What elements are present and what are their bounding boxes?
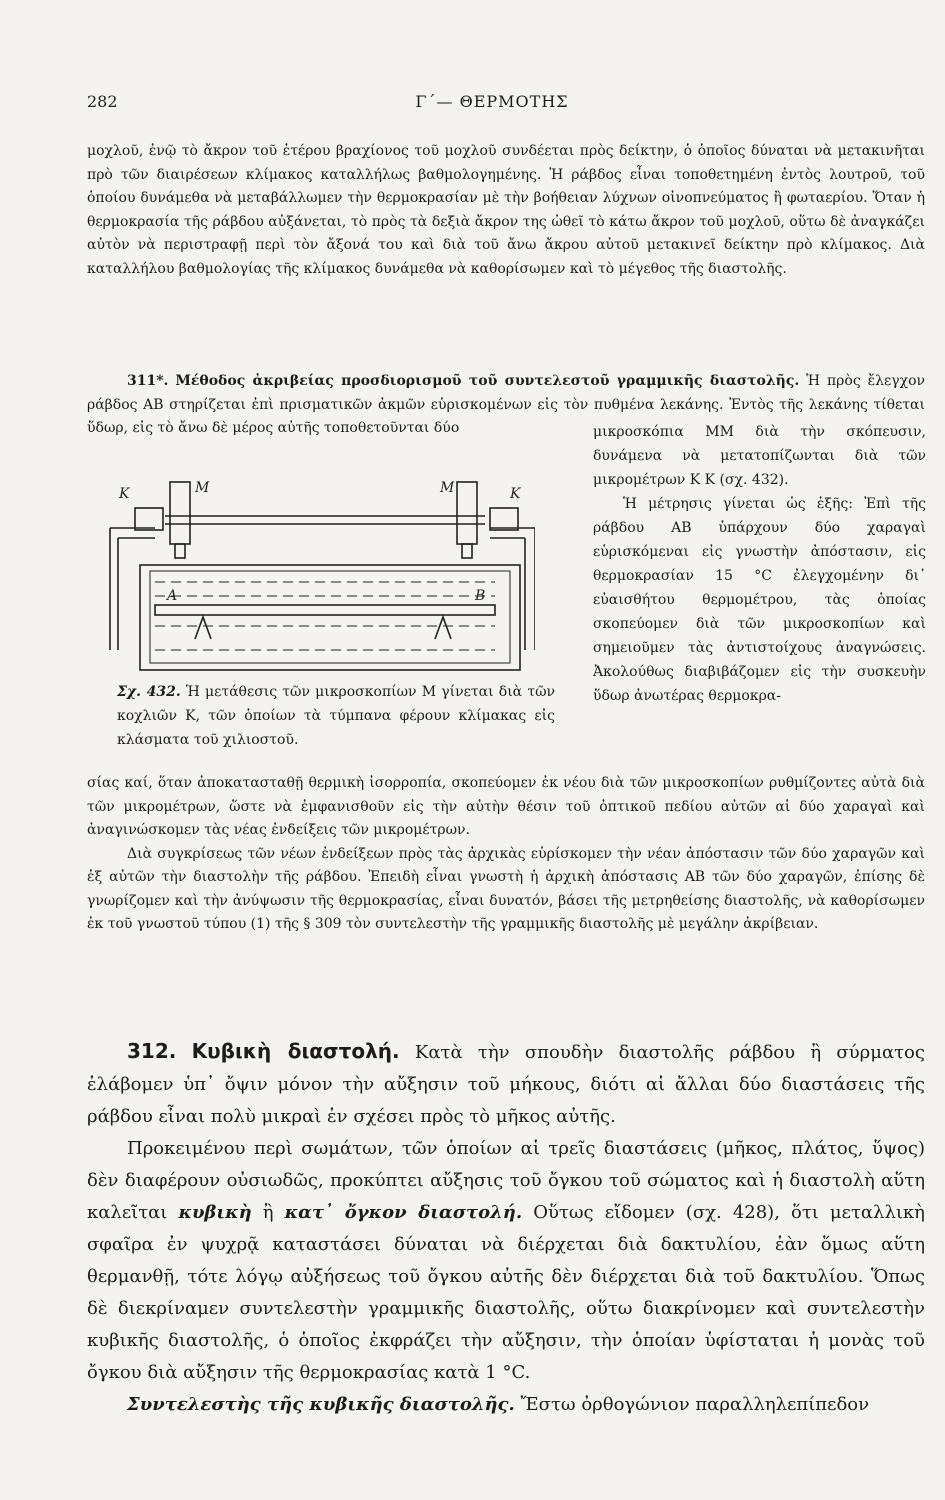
section-311-continued [87, 772, 925, 937]
running-head [87, 92, 897, 118]
label-a: A [167, 588, 178, 604]
micrometer-left [135, 508, 163, 530]
running-title: Γ΄— ΘΕΡΜΟΤΗΣ [415, 92, 569, 111]
caption-label: Σχ. 432. [117, 684, 181, 700]
paragraph-text: μοχλοῦ, ἐνῷ τὸ ἄκρον τοῦ ἑτέρου βραχίονος τοῦ μοχλοῦ συνδέεται πρὸς δείκτην, ὁ ὁποῖος δύναται νὰ μετακινῆται πρὸ τῶν διαιρέσεων κλίμακος καταλλήλως βαθμολογημένης. Ἡ ράβδος εἶναι τοποθετημένη ἐντὸς λουτροῦ, τοῦ ὁποίου δυνάμεθα νὰ μεταβάλλωμεν τὴν θερμοκρασίαν μὲ τὴν βοήθειαν λύχνων οἰνοπνεύματος ἢ φωταερίου. Ὅταν ἡ θερμοκρασία τῆς ράβδου αὐξάνεται, τὸ πρὸς τὰ δεξιὰ ἄκρον της ὠθεῖ τὸ κάτω ἄκρον τοῦ μοχλοῦ, οὕτω δὲ ἀναγκάζει αὐτὸν νὰ περιστραφῇ περὶ τὸν ἄξονά του καὶ διὰ τοῦ ἄνω ἄκρου αὐτοῦ μετακινεῖ δείκτην πρὸ κλίμακος. Διὰ καταλλήλου βαθμολογίας τῆς κλίμακος δυνάμεθα νὰ καθορίσωμεν καὶ τὸ μέγεθος τῆς διαστολῆς. [87, 143, 925, 277]
term-cubic: κυβικὴ [178, 1202, 252, 1223]
section-312 [87, 1035, 925, 1421]
section-number: 312. [127, 1039, 177, 1063]
wrapped-text-column [593, 420, 926, 708]
term-volume: κατ᾿ ὄγκον διαστολή. [284, 1202, 523, 1223]
section-text: Ἡ πρὸς ἔλεγχον ράβδος ΑΒ στηρίζεται ἐπὶ πρισματικῶν ἀκμῶν εὑρισκομένων εἰς τὸν πυθμένα λεκάνης. Ἐντὸς τῆς λεκάνης τίθεται ὕδωρ, εἰς τὸ ἄνω δὲ μέρος αὐτῆς τοποθετοῦνται δύο [87, 373, 926, 436]
subheading-paragraph [87, 1389, 925, 1421]
caption-text: Ἡ μετάθεσις τῶν μικροσκοπίων Μ γίνεται διὰ τῶν κοχλιῶν Κ, τῶν ὁποίων τὰ τύμπανα φέρουν κλίμακας εἰς κλάσματα τοῦ χιλιοστοῦ. [117, 684, 556, 748]
prism-edge-right [435, 617, 451, 639]
section-paragraph-2: Διὰ συγκρίσεως τῶν νέων ἐνδείξεων πρὸς τὰς ἀρχικὰς εὑρίσκομεν τὴν νέαν ἀπόστασιν τῶν δύο χαραγῶν καὶ ἐξ αὐτῶν τὴν διαστολὴν τῆς ράβδου. Ἐπειδὴ εἶναι γνωστὴ ἡ ἀρχικὴ ἀπόστασις ΑΒ τῶν δύο χαραγῶν, ἐπίσης δὲ γνωρίζομεν καὶ τὴν ἀνύψωσιν τῆς θερμοκρασίας, εἶναι δυνατόν, βάσει τῆς μετρηθείσης διαστολῆς, νὰ καθορίσωμεν ἐκ τοῦ γνωστοῦ τύπου (1) τῆς § 309 τὸν συντελεστὴν τῆς γραμμικῆς διαστολῆς μὲ μεγάλην ἀκρίβειαν. [87, 845, 925, 932]
prism-edge-left [195, 617, 211, 639]
subheading: Συντελεστὴς τῆς κυβικῆς διαστολῆς. [127, 1394, 515, 1415]
wrapped-text: μικροσκόπια ΜΜ διὰ τὴν σκόπευσιν, δυνάμενα νὰ μετατοπίζωνται διὰ τῶν μικρομέτρων Κ Κ (σχ. 432). [593, 424, 926, 488]
section-text: Κατὰ τὴν σπουδὴν διαστολῆς ράβδου ἢ σύρματος ἐλάβομεν ὑπ᾿ ὄψιν μόνον τὴν αὔξησιν τοῦ μήκους, διότι αἱ ἄλλαι δύο διαστάσεις τῆς ράβδου εἶναι πολὺ μικραὶ ἐν σχέσει πρὸς τὸ μῆκος αὐτῆς. [87, 1042, 925, 1127]
page-number: 282 [87, 92, 118, 111]
text-run: Προκειμένου περὶ σωμάτων, τῶν ὁποίων αἱ τρεῖς διαστάσεις (μῆκος, πλάτος, ὕψος) δὲν διαφέρουν οὐσιωδῶς, προκύπτει αὔξησις τοῦ ὄγκου τοῦ σώματος καὶ ἡ διαστολὴ αὕτη καλεῖται [87, 1138, 925, 1223]
figure-432 [95, 474, 535, 689]
label-k-right: K [510, 486, 521, 502]
section-number: 311*. [127, 373, 169, 389]
wrapped-text-2: Ἡ μέτρησις γίνεται ὡς ἑξῆς: Ἐπὶ τῆς ράβδου ΑΒ ὑπάρχουν δύο χαραγαὶ εὑρισκόμεναι εἰς γνωστὴν ἀπόστασιν, εἰς θερμοκρασίαν 15 °C ἐλεγχομένην δι᾿ εὐαισθήτου θερμομέτρου, τὰς ὁποίας σκοπεύομεν διὰ τῶν μικροσκοπίων καὶ σημειοῦμεν τὰς ἀντιστοίχους ἀναγνώσεις. Ἀκολούθως διαβιβάζομεν εἰς τὴν συσκευὴν ὕδωρ ἀνωτέρας θερμοκρα- [593, 496, 926, 704]
label-m-left: M [195, 480, 210, 496]
section-paragraph-2 [87, 1133, 925, 1389]
rod-ab [155, 605, 495, 615]
subheading-text: Ἔστω ὀρθογώνιον παραλληλεπίπεδον [520, 1394, 870, 1415]
microscope-left [170, 482, 190, 544]
basin-outline [140, 565, 520, 670]
section-title: Μέθοδος ἀκριβείας προσδιορισμοῦ τοῦ συντελεστοῦ γραμμικῆς διαστολῆς. [175, 373, 800, 389]
label-b: B [475, 588, 486, 604]
text-run: Οὕτως εἴδομεν (σχ. 428), ὅτι μεταλλικὴ σφαῖρα ἐν ψυχρᾷ καταστάσει δύναται νὰ διέρχεται διὰ δακτυλίου, ἐὰν ὅμως αὕτη θερμανθῇ, τότε λόγῳ αὐξήσεως τοῦ ὄγκου αὐτῆς δὲν διέρχεται διὰ τοῦ δακτυλίου. Ὅπως δὲ διεκρίναμεν συντελεστὴν γραμμικῆς διαστολῆς, οὕτω διακρίνομεν καὶ συντελεστὴν κυβικῆς διαστολῆς, ὁ ὁποῖος ἐκφράζει τὴν αὔξησιν, τὴν ὁποίαν ὑφίσταται ἡ μονὰς τοῦ ὄγκου διὰ αὔξησιν τῆς θερμοκρασίας κατὰ 1 °C. [87, 1202, 925, 1383]
text-run: ἢ [262, 1202, 274, 1223]
paragraph-continuation [87, 140, 925, 281]
section-title: Κυβικὴ διαστολή. [191, 1039, 400, 1063]
figure-caption [117, 680, 555, 752]
micrometer-right [490, 508, 518, 530]
label-m-right: M [440, 480, 455, 496]
label-k-left: K [119, 486, 130, 502]
section-text-after: σίας καί, ὅταν ἀποκατασταθῇ θερμικὴ ἰσορροπία, σκοπεύομεν ἐκ νέου διὰ τῶν μικροσκοπίων ρυθμίζοντες αὐτὰ διὰ τῶν μικρομέτρων, ὥστε νὰ ἐμφανισθοῦν εἰς τὴν αὐτὴν θέσιν τοῦ ὀπτικοῦ πεδίου αὐτῶν αἱ δύο χαραγαὶ καὶ ἀναγινώσκομεν τὰς νέας ἐνδείξεις τῶν μικρομέτρων. [87, 775, 925, 838]
microscope-right [457, 482, 477, 544]
